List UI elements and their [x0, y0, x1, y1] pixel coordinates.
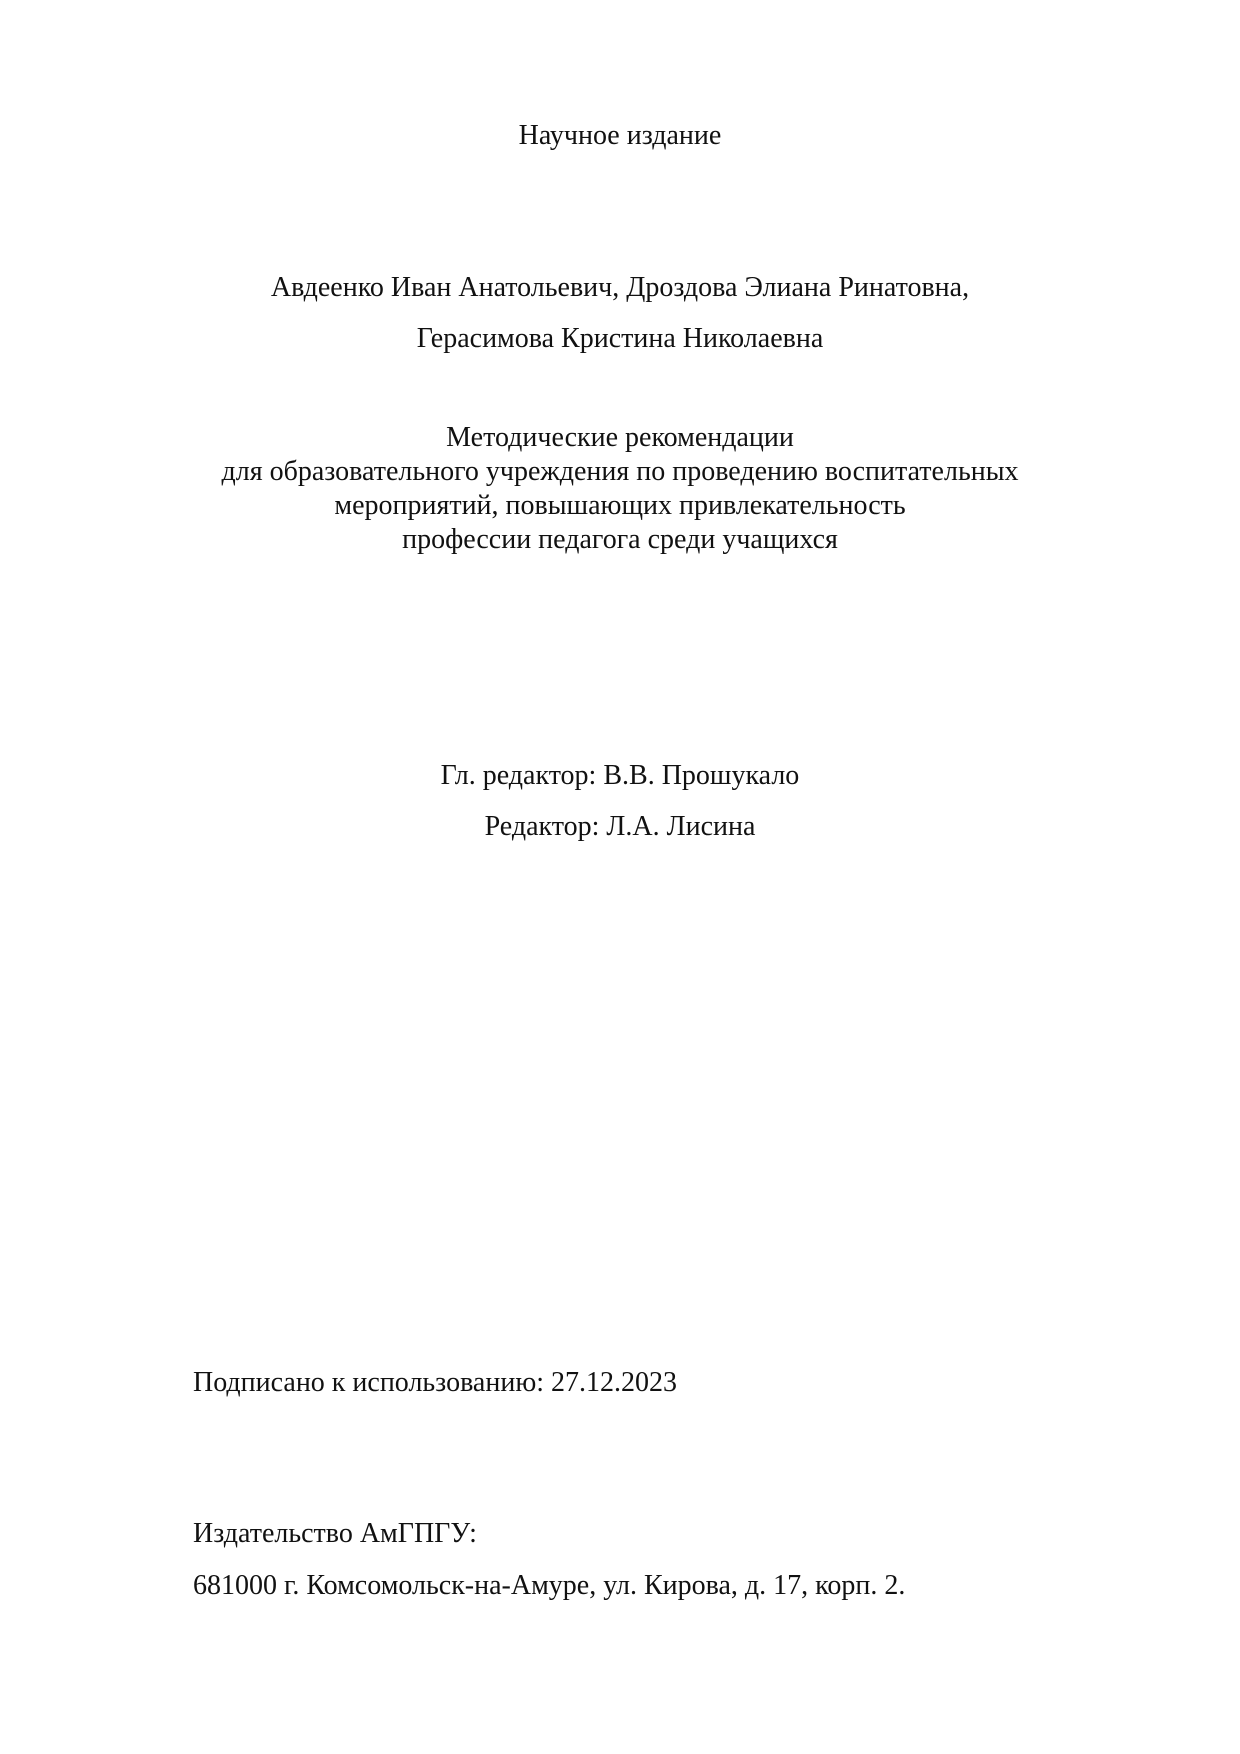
document-type-heading: Научное издание: [518, 120, 722, 151]
editor-line: Редактор: Л.А. Лисина: [484, 811, 756, 842]
authors-line: Герасимова Кристина Николаевна: [416, 323, 824, 354]
document-title: [0, 421, 1240, 557]
title-line: профессии педагога среди учащихся: [402, 524, 838, 555]
publisher-label: Издательство АмГПГУ:: [193, 1518, 477, 1549]
authors-line: Авдеенко Иван Анатольевич, Дроздова Элиана Ринатовна,: [270, 272, 970, 303]
signed-date-line: Подписано к использованию: 27.12.2023: [193, 1367, 678, 1398]
title-line: мероприятий, повышающих привлекательность: [334, 490, 906, 521]
chief-editor-line: Гл. редактор: В.В. Прошукало: [440, 760, 800, 791]
title-line: Методические рекомендации: [446, 422, 794, 453]
publisher-address: 681000 г. Комсомольск-на-Амуре, ул. Кирова, д. 17, корп. 2.: [193, 1570, 906, 1601]
title-line: для образовательного учреждения по проведению воспитательных: [221, 456, 1019, 487]
